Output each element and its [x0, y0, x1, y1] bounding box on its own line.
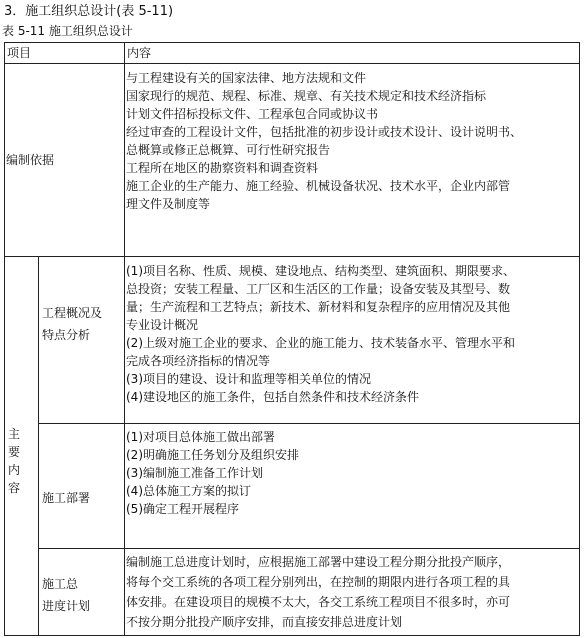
main-label-char: 要	[8, 445, 21, 459]
table-row: 与工程建设有关的国家法律、地方法规和文件	[126, 71, 367, 85]
table-caption: 表 5-11 施工组织总设计	[2, 24, 133, 38]
table-row: 将每个交工系统的各项工程分别列出，在控制的期限内进行各项工程的具	[126, 575, 511, 589]
table-row: 专业设计概况	[126, 318, 199, 332]
table-row: 体安排。在建设项目的规模不太大，各交工系统工程项目不很多时，亦可	[126, 595, 511, 609]
table-row: (3)项目的建设、设计和监理等相关单位的情况	[126, 372, 371, 386]
main-label-char: 主	[8, 427, 21, 441]
table-row: (1)对项目总体施工做出部署	[126, 430, 275, 444]
overview-label	[42, 302, 102, 346]
table-row: 不按分期分批投产顺序安排，而直接安排总进度计划	[126, 615, 403, 629]
schedule-label	[42, 573, 90, 617]
section-heading: 3．施工组织总设计(表 5-11)	[4, 4, 174, 19]
table-row: 计划文件招标投标文件、工程承包合同或协议书	[126, 107, 379, 121]
schedule-label-line: 进度计划	[42, 599, 91, 613]
table-row: 经过审查的工程设计文件，包括批准的初步设计或技术设计、设计说明书、	[126, 125, 523, 139]
schedule-label-line: 施工总	[42, 577, 79, 591]
column-header-item: 项目	[7, 46, 32, 60]
table-row: (5)确定工程开展程序	[126, 502, 239, 516]
table-row: 工程所在地区的勘察资料和调查资料	[126, 161, 319, 175]
main-label-char: 内	[8, 463, 21, 477]
table-row: (4)建设地区的施工条件，包括自然条件和技术经济条件	[126, 390, 420, 404]
deployment-content	[126, 428, 578, 518]
schedule-content	[126, 552, 578, 632]
table-row: (3)编制施工准备工作计划	[126, 466, 263, 480]
table-row: 总概算或修正总概算、可行性研究报告	[126, 143, 331, 157]
table-row: 国家现行的规范、规程、标准、规章、有关技术规定和技术经济指标	[126, 89, 487, 103]
overview-label-line: 特点分析	[42, 328, 91, 342]
overview-label-line: 工程概况及	[42, 306, 103, 320]
deployment-label: 施工部署	[42, 491, 91, 505]
table-row: 施工企业的生产能力、施工经验、机械设备状况、技术水平，企业内部管	[126, 179, 511, 193]
table-row: 理文件及制度等	[126, 197, 211, 211]
table-row: 完成各项经济指标的情况等	[126, 354, 271, 368]
table-row: (4)总体施工方案的拟订	[126, 484, 251, 498]
table-row: (2)上级对施工企业的要求、企业的施工能力、技术装备水平、管理水平和	[126, 336, 516, 350]
basis-label: 编制依据	[6, 153, 55, 167]
table-row: (1)项目名称、性质、规模、建设地点、结构类型、建筑面积、期限要求、	[126, 264, 516, 278]
table-row: 编制施工总进度计划时，应根据施工部署中建设工程分期分批投产顺序，	[126, 555, 511, 569]
column-header-content: 内容	[127, 46, 152, 60]
table-row: 量；生产流程和工艺特点；新技术、新材料和复杂程序的应用情况及其他	[126, 300, 511, 314]
basis-content	[126, 69, 578, 213]
main-content-label	[8, 425, 20, 497]
overview-content	[126, 262, 578, 406]
table-row: (2)明确施工任务划分及组织安排	[126, 448, 299, 462]
table-row: 总投资；安装工程量、工厂区和生活区的工作量；设备安装及其型号、数	[126, 282, 511, 296]
main-label-char: 容	[8, 481, 21, 495]
